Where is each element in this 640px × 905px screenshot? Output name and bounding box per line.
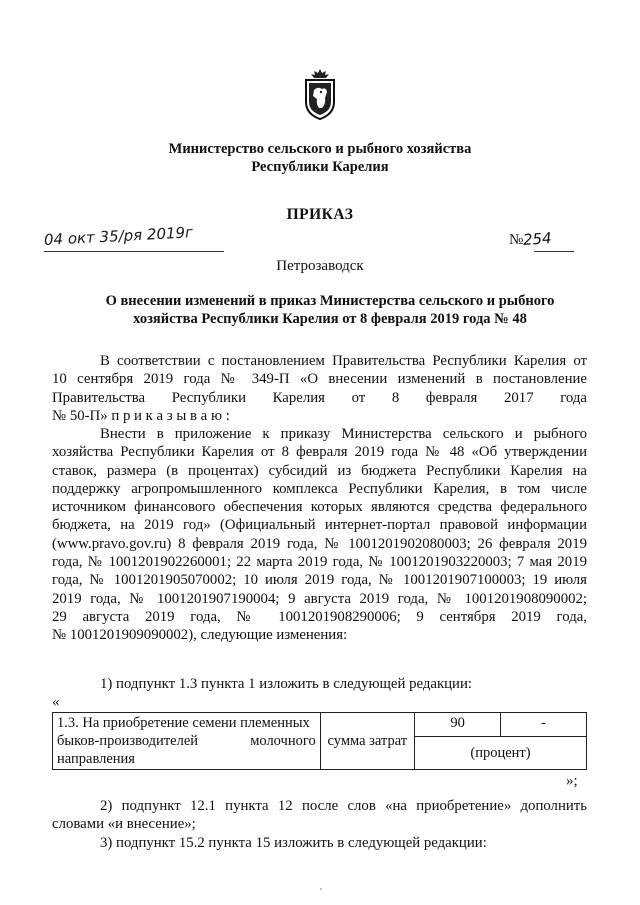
item-1	[52, 675, 587, 693]
p1-line: № 50-П» п р и к а з ы в а ю :	[52, 407, 230, 424]
p2-line: ставок, размера (в процентах) субсидий из бюджета Республики Карелия на	[52, 462, 587, 479]
p2-line: года, № 1001201905070002; 10 июля 2019 года, № 1001201907100003; 19 июля	[52, 572, 587, 589]
p2-line: бюджета, на 2019 год» (Официальный интернет-портал правовой информации	[52, 517, 587, 534]
item-2	[52, 797, 587, 834]
p2-line: хозяйства Республики Карелия от 8 февраля 2019 года № 48 «Об утверждении	[52, 444, 587, 461]
p1-line: В соответствии с постановлением Правительства Республики Карелия от	[100, 353, 587, 369]
item-3	[52, 834, 587, 852]
handwritten-date: 04 окт 35/ря 2019г	[43, 223, 194, 249]
p2-line: Внести в приложение к приказу Министерства сельского и рыбного	[100, 426, 587, 442]
ministry-line-1: Министерство сельского и рыбного хозяйства	[168, 141, 472, 157]
item-2-line: словами «и внесение»;	[52, 816, 196, 833]
desc-line: быков-производителей молочного	[57, 733, 316, 749]
p2-line: 29 августа 2019 года, № 1001201908290006; 9 сентября 2019 года,	[52, 608, 587, 625]
doc-type-heading: ПРИКАЗ	[286, 206, 354, 223]
item-1-text: 1) подпункт 1.3 пункта 1 изложить в следующей редакции:	[100, 676, 473, 692]
p1-line: Правительства Республики Карелия от 8 февраля 2017 года	[52, 389, 587, 406]
p2-line: (www.pravo.gov.ru) 8 февраля 2019 года, № 1001201902080003; 26 февраля 2019	[52, 535, 587, 552]
p2-line: источником финансового обеспечения которых являются средства федерального	[52, 499, 587, 516]
desc-line: направления	[57, 751, 135, 767]
p2-line: 2019 года, № 1001201907190004; 9 августа 2019 года, № 1001201908090002;	[52, 590, 587, 607]
p2-line: № 1001201909090002), следующие изменения:	[52, 627, 348, 644]
row-description	[53, 713, 321, 770]
number-sign: №	[509, 232, 524, 248]
p2-line: года, № 1001201902260001; 22 марта 2019 года, № 1001201903220003; 7 мая 2019	[52, 554, 587, 571]
subject-line-1: О внесении изменений в приказ Министерства сельского и рыбного	[105, 293, 555, 309]
city: Петрозаводск	[276, 258, 364, 274]
amendment-table	[52, 712, 587, 770]
p1-line: 10 сентября 2019 года № 349-П «О внесении изменений в постановление	[52, 371, 587, 388]
quote-open: «	[52, 694, 60, 710]
desc-line: 1.3. На приобретение семени племенных	[57, 715, 310, 731]
table-row	[53, 713, 587, 737]
order-number	[509, 230, 552, 249]
subject-heading	[60, 292, 600, 328]
number-underline	[534, 251, 574, 252]
quote-close: »;	[566, 773, 578, 789]
paragraph-2	[52, 425, 587, 645]
subject-line-2: хозяйства Республики Карелия от 8 февраля 2019 года № 48	[133, 311, 527, 327]
handwritten-number: 254	[522, 229, 553, 249]
item-3-text: 3) подпункт 15.2 пункта 15 изложить в следующей редакции:	[100, 835, 487, 851]
value-cell-1: 90	[414, 713, 500, 737]
coat-of-arms-icon	[300, 68, 340, 120]
p2-line: поддержку агропромышленного комплекса Республики Карелия, в том числе	[52, 480, 587, 497]
unit-cell: (процент)	[414, 737, 586, 770]
ministry-name	[0, 140, 640, 176]
measure-cell: сумма затрат	[320, 713, 414, 770]
item-2-line: 2) подпункт 12.1 пункта 12 после слов «на приобретение» дополнить	[100, 798, 587, 814]
ministry-line-2: Республики Карелия	[251, 159, 389, 175]
value-cell-2: -	[501, 713, 587, 737]
date-underline	[44, 251, 224, 252]
paragraph-1	[52, 352, 587, 425]
scan-speck	[320, 888, 322, 890]
